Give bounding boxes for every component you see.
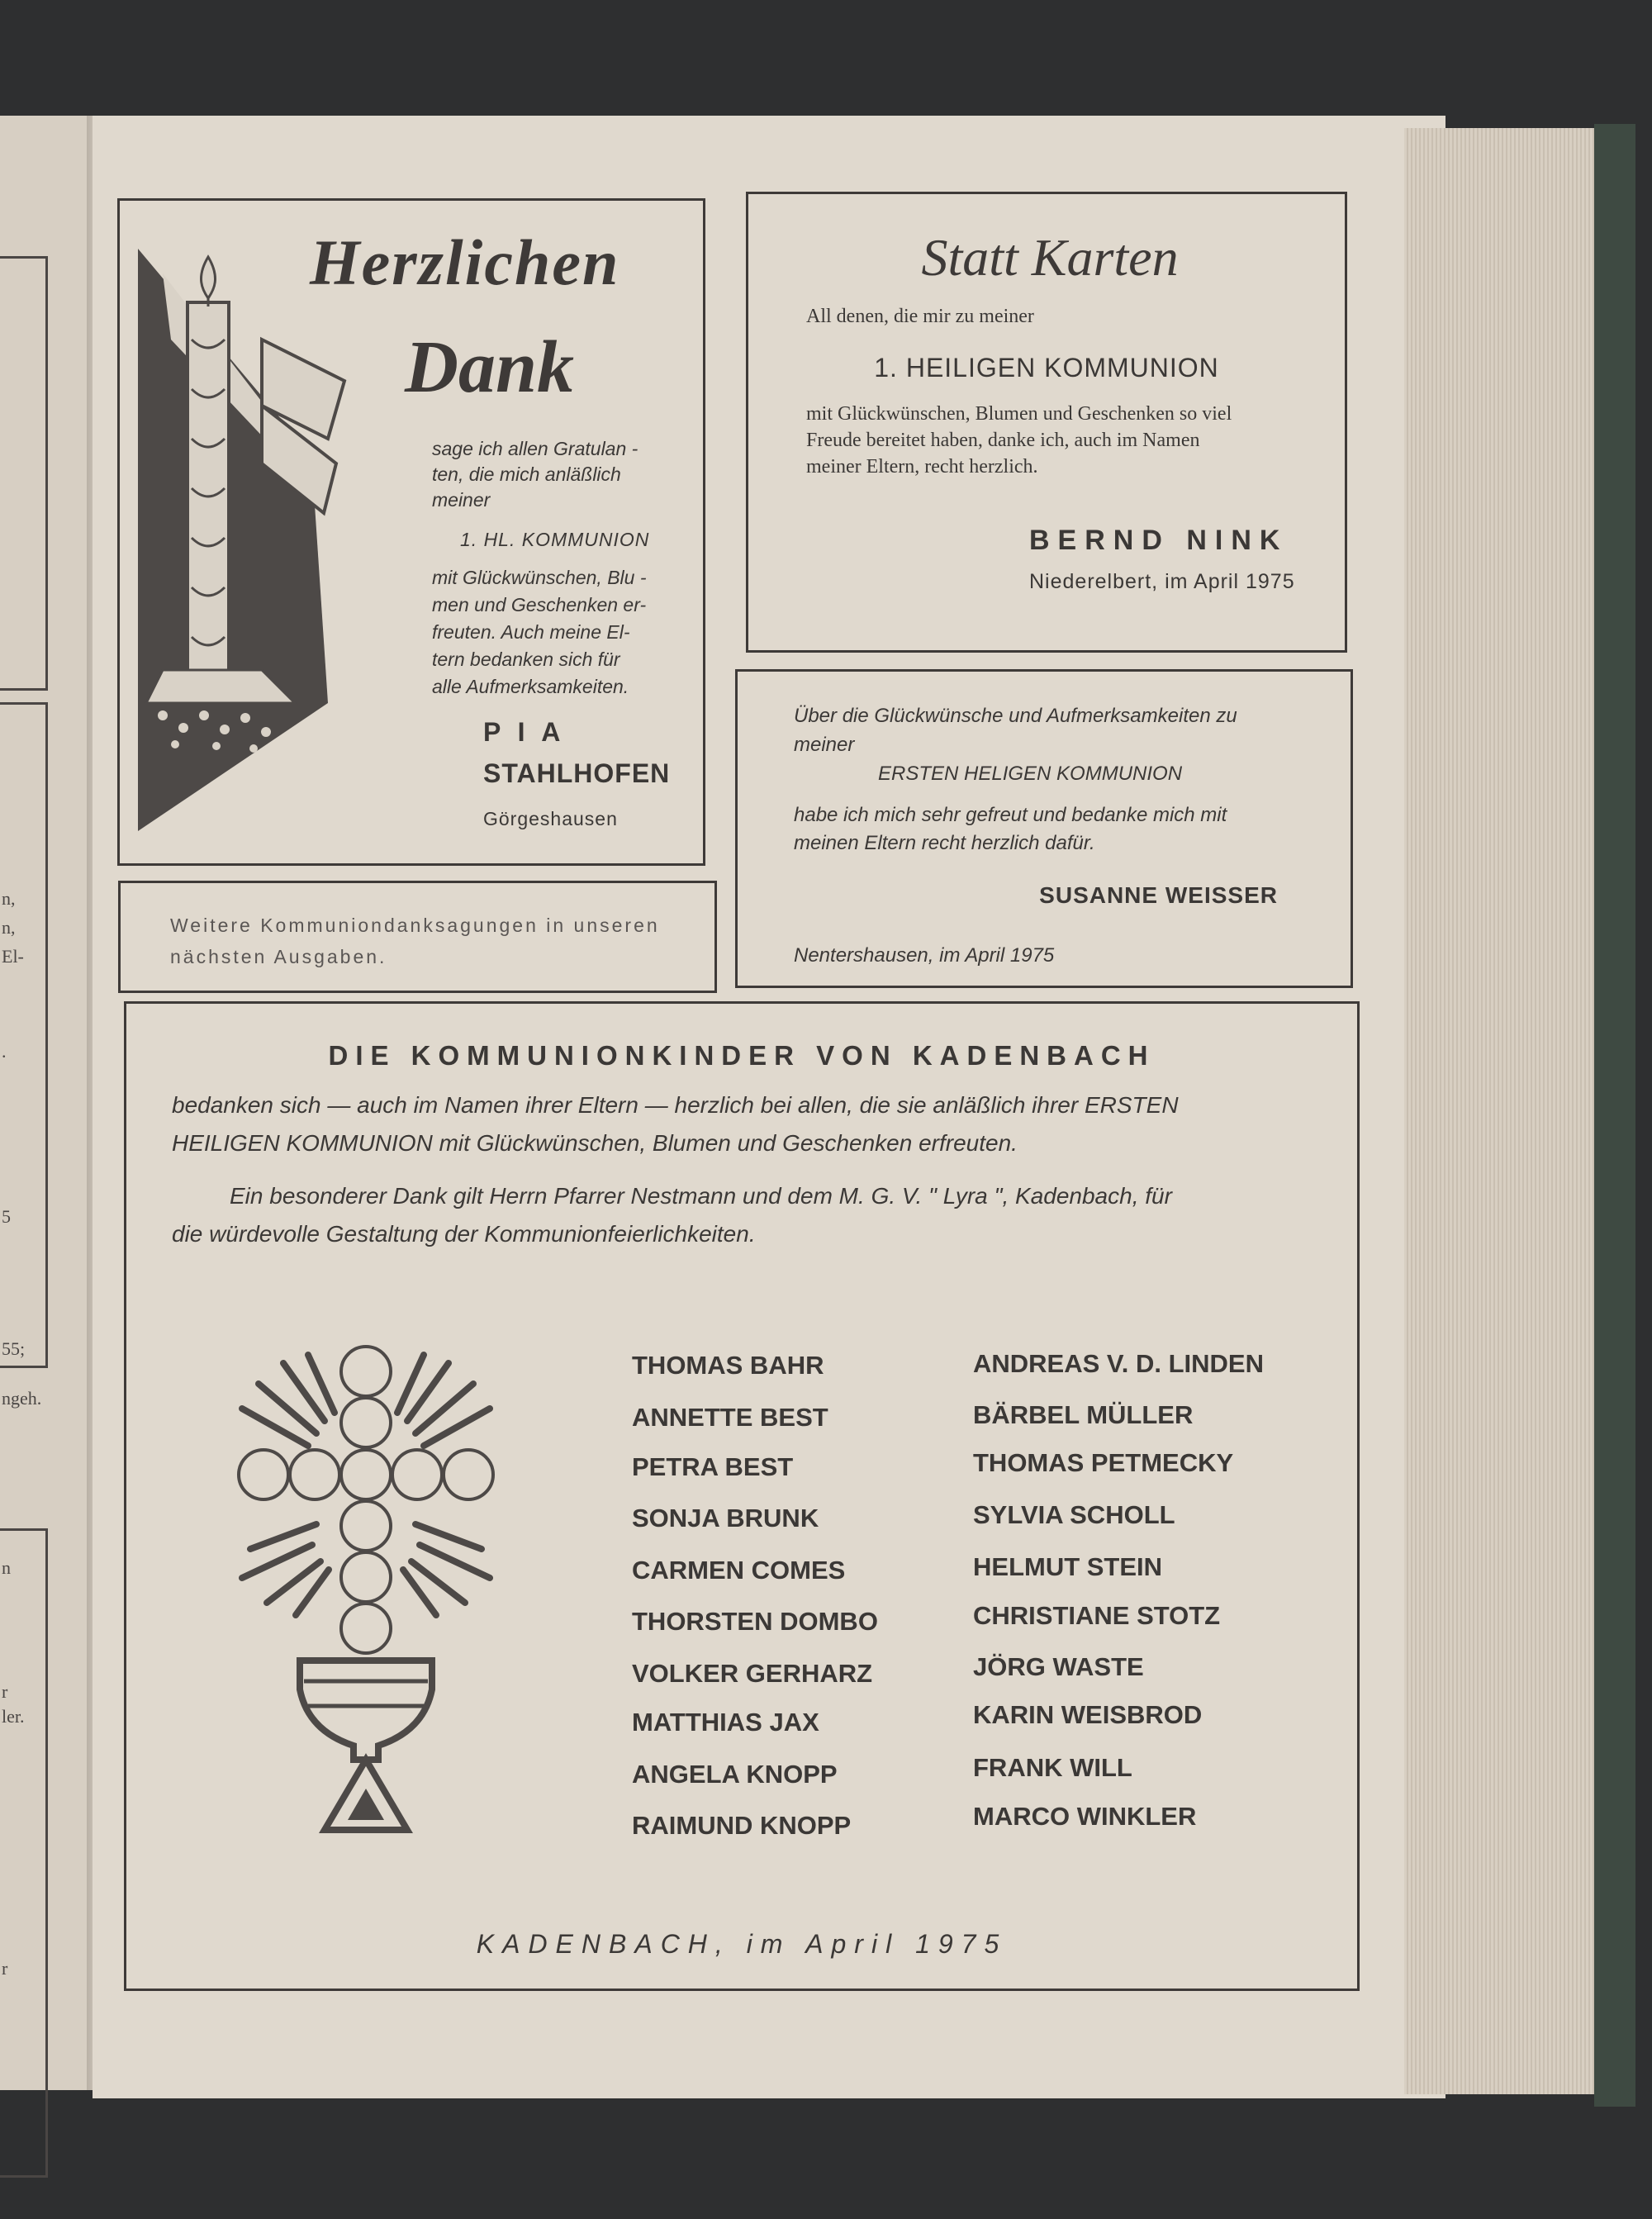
ad3-body1: habe ich mich sehr gefreut und bedanke mich mit — [794, 804, 1227, 826]
ad1-name-first: P I A — [483, 717, 566, 747]
ad4-para2-line: Ein besonderer Dank gilt Herrn Pfarrer Nestmann und dem M. G. V. " Lyra ", Kadenbach, für — [230, 1183, 1172, 1209]
ad2-name: BERND NINK — [1029, 525, 1289, 556]
left-page-fragment: r — [2, 1958, 8, 1979]
ad1-body2-line: alle Aufmerksamkeiten. — [432, 676, 629, 697]
ad2-body-line: mit Glückwünschen, Blumen und Geschenken so viel — [806, 403, 1232, 425]
ad1-occasion: 1. HL. KOMMUNION — [460, 529, 650, 550]
ad1-place: Görgeshausen — [483, 808, 618, 829]
communicant-name: THOMAS PETMECKY — [973, 1448, 1234, 1477]
ad2-place-date: Niederelbert, im April 1975 — [1029, 570, 1295, 593]
left-page-column-frame — [0, 256, 48, 691]
ad3-place-date: Nentershausen, im April 1975 — [794, 944, 1055, 967]
communicant-name: FRANK WILL — [973, 1753, 1132, 1782]
left-page-margin — [0, 116, 93, 2090]
ad1-name-last: STAHLHOFEN — [483, 758, 671, 788]
ad-statt-karten — [746, 192, 1347, 653]
communicant-name: HELMUT STEIN — [973, 1552, 1163, 1581]
ad4-para1 — [172, 1086, 1345, 1162]
ad3-intro2: meiner — [794, 734, 855, 756]
ad4-para2-line: die würdevolle Gestaltung der Kommunionfeierlichkeiten. — [172, 1221, 756, 1247]
book-cover — [1594, 124, 1635, 2107]
left-page-fragment: n, — [2, 888, 16, 909]
ad1-body2-line: mit Glückwünschen, Blu - — [432, 567, 647, 588]
communicant-name: THORSTEN DOMBO — [632, 1607, 878, 1636]
ad1-body2-line: tern bedanken sich für — [432, 649, 620, 670]
communicant-name: PETRA BEST — [632, 1452, 794, 1481]
ad4-footer: KADENBACH, im April 1975 — [476, 1929, 1008, 1959]
left-page-column-frame — [0, 702, 48, 1368]
ad3-name: SUSANNE WEISSER — [1039, 882, 1278, 908]
ad4-para1-line: HEILIGEN KOMMUNION mit Glückwünschen, Blumen und Geschenken erfreuten. — [172, 1130, 1018, 1156]
notice-line2: nächsten Ausgaben. — [170, 946, 387, 967]
communicant-name: MARCO WINKLER — [973, 1802, 1197, 1831]
left-page-fragment: ngeh. — [2, 1388, 42, 1409]
chalice-host-icon — [225, 1342, 506, 1838]
ad1-body2-line: freuten. Auch meine El- — [432, 621, 630, 643]
ad1-body1 — [432, 436, 688, 513]
ad4-heading: DIE KOMMUNIONKINDER VON KADENBACH — [328, 1040, 1156, 1071]
communicant-name: SONJA BRUNK — [632, 1504, 819, 1532]
ad1-body1-line: sage ich allen Gratulan - — [432, 438, 638, 459]
left-page-fragment: n — [2, 1557, 11, 1578]
ad2-occasion: 1. HEILIGEN KOMMUNION — [874, 353, 1219, 383]
communicant-name: ANNETTE BEST — [632, 1403, 828, 1432]
ad2-intro: All denen, die mir zu meiner — [806, 306, 1034, 327]
communicant-name: SYLVIA SCHOLL — [973, 1500, 1175, 1529]
ad4-para2 — [172, 1177, 1345, 1253]
left-page-fragment: 55; — [2, 1338, 26, 1359]
communicant-name: THOMAS BAHR — [632, 1351, 824, 1380]
ad1-body1-line: meiner — [432, 489, 491, 511]
notice-line1: Weitere Kommuniondanksagungen in unseren — [170, 915, 660, 936]
communicant-name: VOLKER GERHARZ — [632, 1659, 873, 1688]
communicant-name: MATTHIAS JAX — [632, 1708, 819, 1737]
communicant-name: ANGELA KNOPP — [632, 1760, 838, 1789]
ad1-body2-line: men und Geschenken er- — [432, 594, 647, 615]
ad2-body — [806, 401, 1232, 480]
ad3-intro1: Über die Glückwünsche und Aufmerksamkeiten zu — [794, 705, 1237, 727]
ad-herzlichen-dank — [117, 198, 705, 866]
ad1-body1-line: ten, die mich anläßlich — [432, 463, 621, 485]
left-page-column-frame — [0, 1528, 48, 2178]
communicant-name: BÄRBEL MÜLLER — [973, 1400, 1194, 1429]
left-page-fragment: n, — [2, 917, 16, 938]
left-page-fragment: El- — [2, 946, 24, 967]
ad2-body-line: Freude bereitet haben, danke ich, auch im Namen — [806, 430, 1200, 451]
left-page-fragment: 5 — [2, 1206, 11, 1227]
left-page-fragment: r — [2, 1681, 8, 1702]
ad-susanne-weisser — [735, 669, 1353, 988]
ad1-title-line2: Dank — [405, 326, 575, 408]
ad1-title-line1: Herzlichen — [310, 226, 620, 298]
communicant-name: CARMEN COMES — [632, 1556, 846, 1585]
ad3-body2: meinen Eltern recht herzlich dafür. — [794, 832, 1095, 854]
communicant-name: CHRISTIANE STOTZ — [973, 1601, 1221, 1630]
notice-further-ads — [118, 881, 717, 993]
page-edges — [1404, 128, 1602, 2094]
communicant-name: ANDREAS V. D. LINDEN — [973, 1349, 1264, 1378]
communicant-name: KARIN WEISBROD — [973, 1700, 1203, 1729]
ad3-occasion: ERSTEN HELIGEN KOMMUNION — [878, 763, 1183, 785]
communicant-name: JÖRG WASTE — [973, 1652, 1144, 1681]
ad2-title: Statt Karten — [921, 228, 1179, 287]
ad4-para1-line: bedanken sich — auch im Namen ihrer Eltern — herzlich bei allen, die sie anläßlich ihrer ERSTEN — [172, 1092, 1179, 1118]
left-page-fragment: ler. — [2, 1706, 25, 1727]
ad2-body-line: meiner Eltern, recht herzlich. — [806, 456, 1038, 478]
ad-kommunionkinder-kadenbach — [124, 1001, 1360, 1991]
communicant-name: RAIMUND KNOPP — [632, 1811, 852, 1840]
ad1-body2 — [432, 564, 696, 701]
left-page-fragment: . — [2, 1041, 7, 1062]
